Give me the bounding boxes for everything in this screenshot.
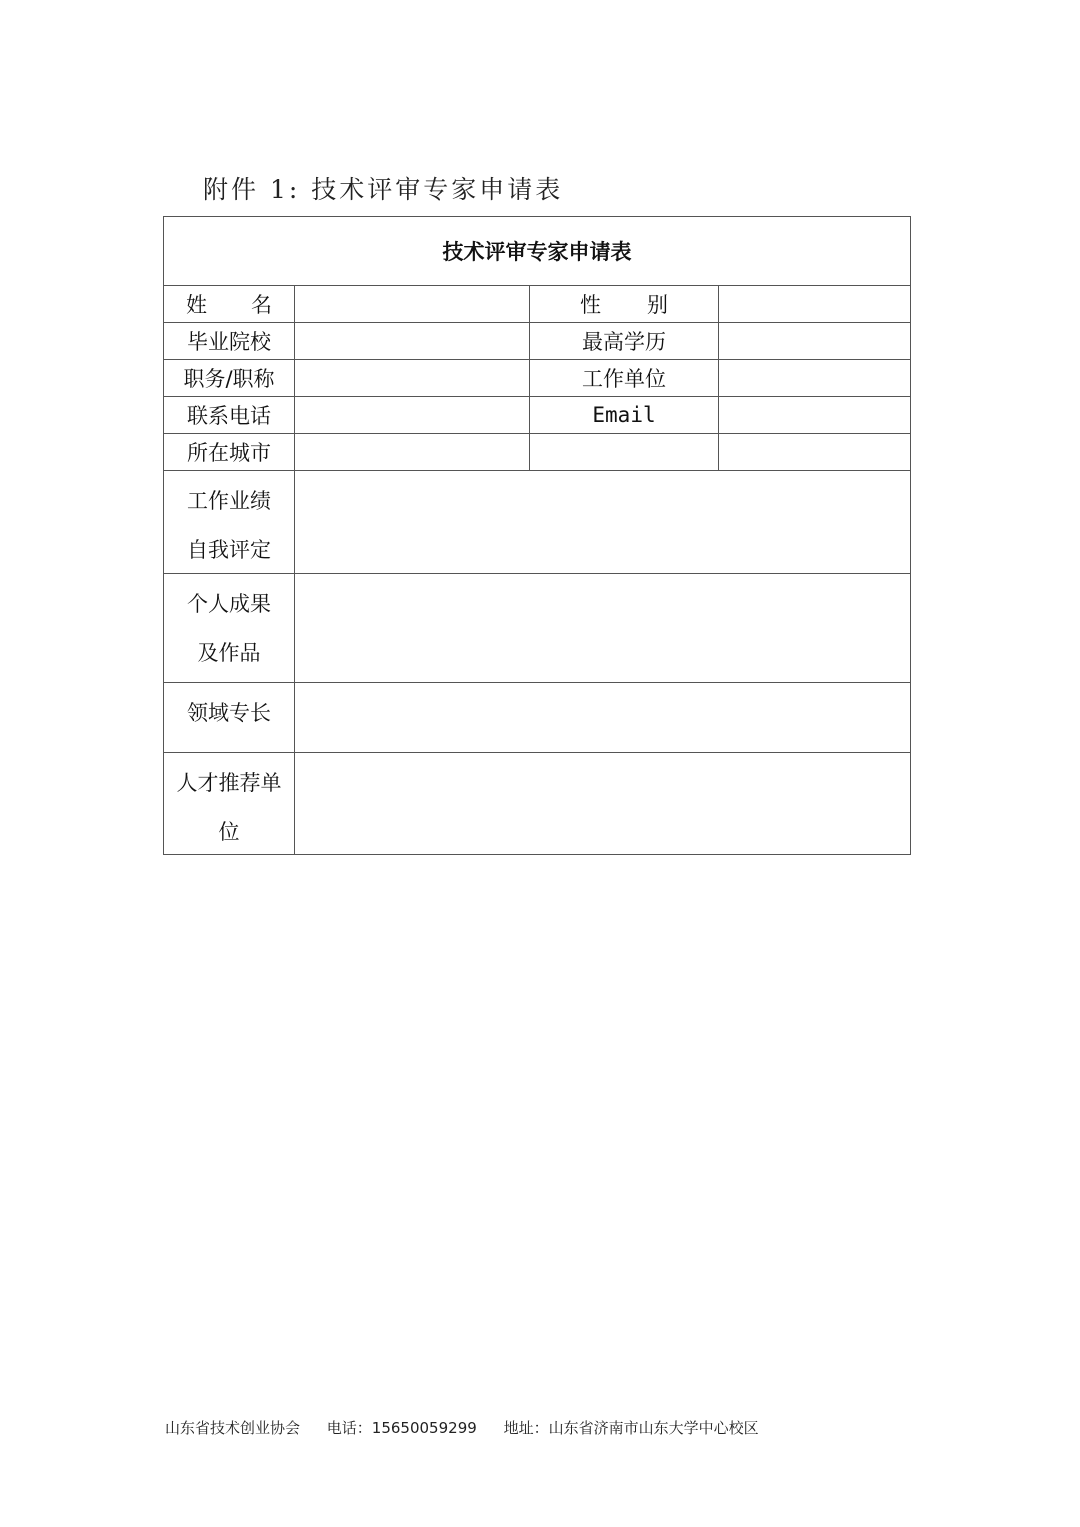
- document-heading: 附件 1: 技术评审专家申请表: [203, 175, 564, 204]
- works-label-line2: 及作品: [197, 641, 261, 665]
- recommender-label-line2: 位: [218, 820, 240, 844]
- self-evaluation-label-line2: 自我评定: [187, 538, 271, 562]
- name-label: 姓 名: [164, 286, 295, 323]
- name-field[interactable]: [295, 286, 530, 323]
- education-field[interactable]: [719, 323, 911, 360]
- works-label: [164, 574, 295, 683]
- school-field[interactable]: [295, 323, 530, 360]
- phone-field[interactable]: [295, 397, 530, 434]
- footer-address: 地址：山东省济南市山东大学中心校区: [503, 1419, 759, 1437]
- employer-label: 工作单位: [530, 360, 719, 397]
- expertise-label-text: 领域专长: [187, 701, 271, 725]
- works-field[interactable]: [295, 574, 911, 683]
- employer-field[interactable]: [719, 360, 911, 397]
- email-label: Email: [530, 397, 719, 434]
- recommender-field[interactable]: [295, 753, 911, 855]
- city-field[interactable]: [295, 434, 530, 471]
- expertise-field[interactable]: [295, 683, 911, 753]
- position-field[interactable]: [295, 360, 530, 397]
- expertise-label: [164, 683, 295, 753]
- education-label: 最高学历: [530, 323, 719, 360]
- page-footer: [165, 1417, 759, 1438]
- recommender-label: [164, 753, 295, 855]
- works-label-line1: 个人成果: [187, 592, 271, 616]
- email-field[interactable]: [719, 397, 911, 434]
- application-form-table: [163, 216, 911, 855]
- gender-label: 性 别: [530, 286, 719, 323]
- self-evaluation-label: [164, 471, 295, 574]
- self-evaluation-label-line1: 工作业绩: [187, 489, 271, 513]
- gender-field[interactable]: [719, 286, 911, 323]
- recommender-label-line1: 人才推荐单: [176, 771, 282, 795]
- footer-phone: 电话：15650059299: [326, 1419, 477, 1437]
- school-label: 毕业院校: [164, 323, 295, 360]
- self-evaluation-field[interactable]: [295, 471, 911, 574]
- city-label: 所在城市: [164, 434, 295, 471]
- footer-organization: 山东省技术创业协会: [165, 1419, 301, 1437]
- extra-value-field[interactable]: [719, 434, 911, 471]
- position-label: 职务/职称: [164, 360, 295, 397]
- extra-label-field[interactable]: [530, 434, 719, 471]
- form-title: 技术评审专家申请表: [164, 217, 911, 286]
- phone-label: 联系电话: [164, 397, 295, 434]
